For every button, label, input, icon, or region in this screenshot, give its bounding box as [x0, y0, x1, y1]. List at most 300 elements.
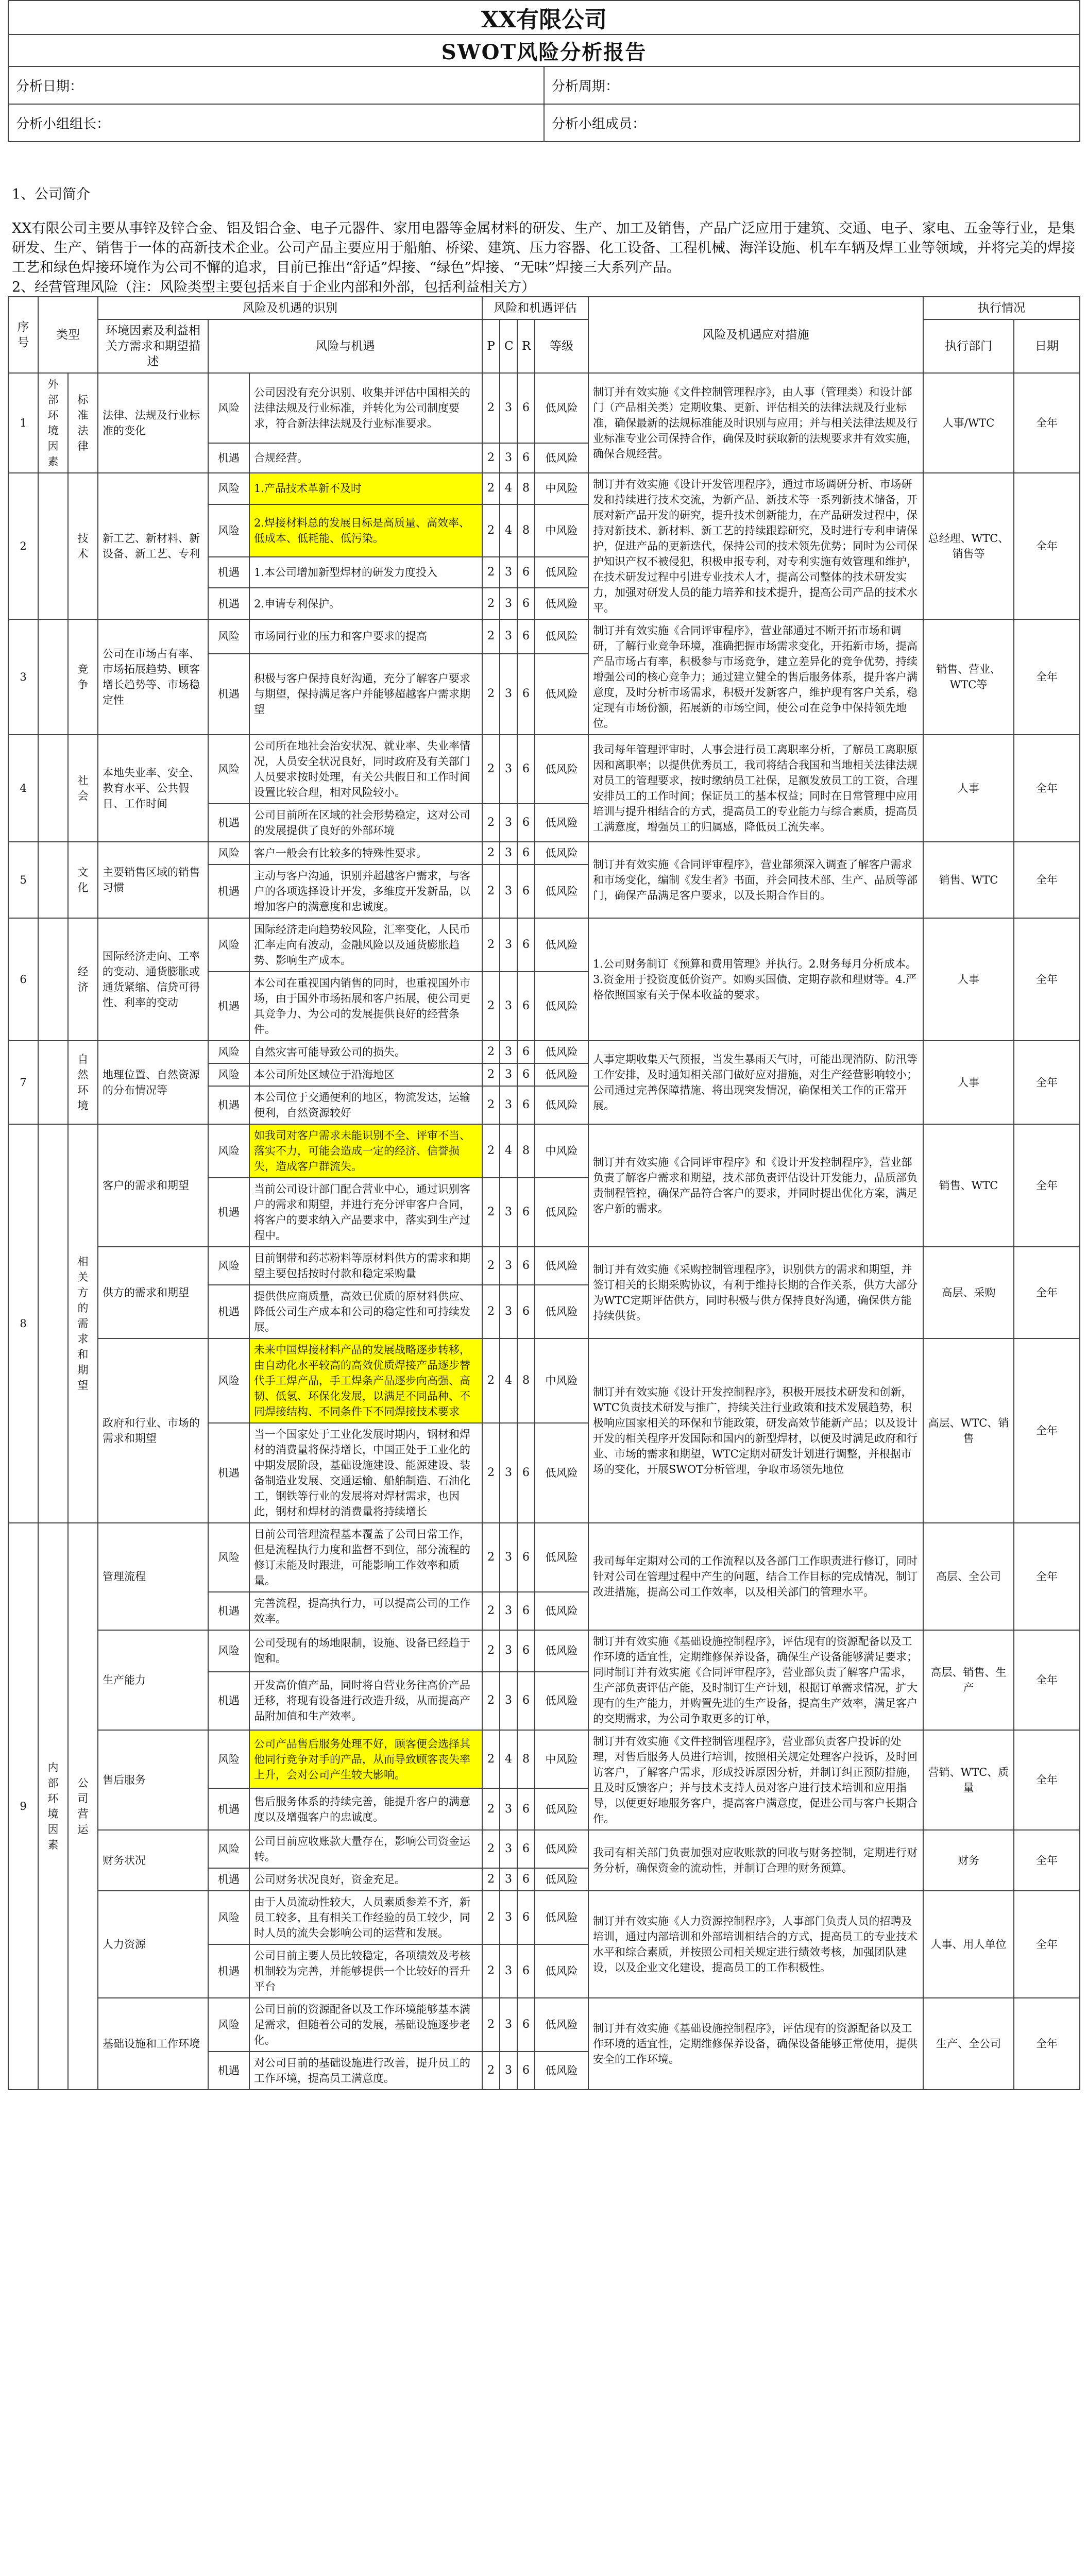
col-issue: 环境因素及利益相关方需求和期望描述 — [98, 319, 208, 373]
risk-kind: 风险 — [208, 918, 249, 972]
risk-c: 4 — [500, 504, 517, 557]
risk-c: 3 — [500, 1830, 517, 1868]
risk-date: 全年 — [1014, 1338, 1080, 1523]
risk-level: 低风险 — [535, 865, 588, 918]
risk-measures: 制订并有效实施《设计开发控制程序》，积极开展技术研发和创新，WTC负责技术研发与推广，持续关注行业政策和技术发展趋势，积极响应国家相关的环保和节能政策，研发高效节能新产品；以及设计开发的相关程序开发国际和国内的新型焊材，以便及时满足政府和行业、市场的需求和期望，WTC定期对研发计划进行调整，并根据市场的变化，开展SWOT分析管理，争取市场领先地位 — [588, 1338, 923, 1523]
risk-level: 低风险 — [535, 557, 588, 588]
risk-description: 公司产品售后服务处理不好，顾客便会选择其他同行竞争对手的产品，从而导致顾客丧失率上升，会对公司产生较大影响。 — [249, 1730, 482, 1788]
risk-level: 中风险 — [535, 473, 588, 504]
risk-dept: 高层、WTC、销售 — [923, 1338, 1014, 1523]
risk-issue: 主要销售区域的销售习惯 — [98, 842, 208, 918]
risk-c: 3 — [500, 1630, 517, 1672]
risk-description: 公司目前所在区域的社会形势稳定，这对公司的发展提供了良好的外部环境 — [249, 804, 482, 842]
risk-p: 2 — [482, 972, 500, 1041]
risk-description: 公司财务状况良好，资金充足。 — [249, 1868, 482, 1891]
risk-r: 6 — [517, 1672, 535, 1730]
risk-description: 公司目前的资源配备以及工作环境能够基本满足需求，但随着公司的发展，基础设施逐步老化。 — [249, 1998, 482, 2052]
risk-kind: 机遇 — [208, 1672, 249, 1730]
risk-r: 6 — [517, 842, 535, 865]
risk-level: 低风险 — [535, 735, 588, 804]
risk-description: 积极与客户保持良好沟通，充分了解客户要求与期望，保持满足客户并能够超越客户需求期望 — [249, 654, 482, 735]
risk-dept: 销售、WTC — [923, 842, 1014, 918]
risk-measures: 制订并有效实施《文件控制管理程序》，由人事（管理类）和设计部门（产品相关类）定期收集、更新、评估相关的法律法规及行业标准，确保最新的法规标准能及时识别与应用；并与相关法律法规及行业标准专业公司保持合作，确保及时获取新的法规要求并有效实施，确保合规经营。 — [588, 373, 923, 473]
risk-row — [8, 1630, 1080, 1672]
risk-date: 全年 — [1014, 373, 1080, 473]
risk-c: 3 — [500, 373, 517, 443]
risk-seq: 3 — [8, 619, 38, 735]
risk-row — [8, 918, 1080, 972]
risk-row — [8, 1338, 1080, 1423]
risk-p: 2 — [482, 1998, 500, 2052]
risk-c: 3 — [500, 1672, 517, 1730]
risk-seq: 9 — [8, 1523, 38, 2090]
risk-r: 6 — [517, 557, 535, 588]
risk-date: 全年 — [1014, 1041, 1080, 1124]
risk-c: 3 — [500, 1041, 517, 1063]
risk-level: 低风险 — [535, 1178, 588, 1247]
risk-description: 当前公司设计部门配合营业中心，通过识别客户的需求和期望，并进行充分评审客户合同，将客户的要求纳入产品要求中，落实到生产过程中。 — [249, 1178, 482, 1247]
risk-p: 2 — [482, 443, 500, 473]
risk-kind: 机遇 — [208, 865, 249, 918]
risk-description: 公司所在地社会治安状况、就业率、失业率情况，人员安全状况良好，同时政府及有关部门人员要求按时处理，有关公共假日和工作时间设置比较合理，相对风险较小。 — [249, 735, 482, 804]
risk-measures: 制订并有效实施《人力资源控制程序》，人事部门负责人员的招聘及培训，通过内部培训和外部培训相结合的方式，提高员工的专业技术水平和综合素质，并按照公司相关规定进行绩效考核，加强团队建设，以及企业文化建设，提高员工的工作积极性。 — [588, 1891, 923, 1998]
risk-subtype: 竞争 — [68, 619, 98, 735]
risk-r: 6 — [517, 1998, 535, 2052]
risk-r: 6 — [517, 443, 535, 473]
risk-c: 3 — [500, 443, 517, 473]
risk-measures: 1.公司财务制订《预算和费用管理》并执行。2.财务每月分析成本。3.资金用于投资度低价资产。如购买国债、定期存款和理财等。4.严格依照国家有关于保本收益的要求。 — [588, 918, 923, 1041]
risk-description: 开发高价值产品，同时将自营业务往高价产品迁移，将现有设备进行改造升级，从而提高产品附加值和生产效率。 — [249, 1672, 482, 1730]
analysis-period-field[interactable]: 分析周期： — [544, 66, 1080, 104]
risk-r: 6 — [517, 1788, 535, 1830]
risk-level: 低风险 — [535, 842, 588, 865]
risk-c: 4 — [500, 1338, 517, 1423]
risk-r: 6 — [517, 1086, 535, 1124]
risk-level: 低风险 — [535, 1788, 588, 1830]
risk-level: 低风险 — [535, 1998, 588, 2052]
col-exec-group: 执行情况 — [923, 297, 1080, 319]
risk-c: 3 — [500, 1523, 517, 1592]
risk-row — [8, 1041, 1080, 1063]
risk-issue: 公司在市场占有率、市场拓展趋势、顾客增长趋势等、市场稳定性 — [98, 619, 208, 735]
col-dept: 执行部门 — [923, 319, 1014, 373]
col-r: R — [517, 319, 535, 373]
risk-c: 3 — [500, 1944, 517, 1998]
risk-r: 8 — [517, 473, 535, 504]
risk-date: 全年 — [1014, 842, 1080, 918]
risk-kind: 机遇 — [208, 804, 249, 842]
risk-description: 自然灾害可能导致公司的损失。 — [249, 1041, 482, 1063]
risk-issue: 地理位置、自然资源的分布情况等 — [98, 1041, 208, 1124]
risk-issue: 国际经济走向、工率的变动、通货膨胀或通货紧缩、信贷可得性、利率的变动 — [98, 918, 208, 1041]
risk-kind: 机遇 — [208, 588, 249, 619]
risk-p: 2 — [482, 865, 500, 918]
risk-issue: 供方的需求和期望 — [98, 1247, 208, 1338]
risk-level: 低风险 — [535, 1523, 588, 1592]
risk-r: 6 — [517, 1891, 535, 1944]
risk-subtype: 公司营运 — [68, 1523, 98, 2090]
risk-level: 低风险 — [535, 804, 588, 842]
risk-level: 低风险 — [535, 1630, 588, 1672]
risk-kind: 机遇 — [208, 557, 249, 588]
risk-r: 8 — [517, 504, 535, 557]
risk-c: 3 — [500, 865, 517, 918]
report-sheet — [8, 0, 1079, 2576]
risk-p: 2 — [482, 735, 500, 804]
risk-kind: 机遇 — [208, 1423, 249, 1523]
risk-c: 3 — [500, 1891, 517, 1944]
risk-kind: 风险 — [208, 842, 249, 865]
risk-description: 对公司目前的基础设施进行改善，提升员工的工作环境，提高员工满意度。 — [249, 2052, 482, 2090]
col-p: P — [482, 319, 500, 373]
risk-measures: 制订并有效实施《基础设施控制程序》，评估现有的资源配备以及工作环境的适宜性，定期维修保养设备，确保生产设备能够满足要求；同时制订并有效实施《合同评审程序》，营业部负责了解客户需求，生产部负责评估产能，及时制订生产计划，根据订单需求情况，扩大现有的生产能力，并购置先进的生产设备，提高生产效率，满足客户的交期需求，为公司争取更多的订单， — [588, 1630, 923, 1730]
risk-level: 低风险 — [535, 1672, 588, 1730]
risk-r: 6 — [517, 1944, 535, 1998]
risk-date: 全年 — [1014, 1998, 1080, 2090]
risk-p: 2 — [482, 1178, 500, 1247]
risk-level: 低风险 — [535, 1830, 588, 1868]
risk-c: 3 — [500, 1592, 517, 1630]
risk-description: 合规经营。 — [249, 443, 482, 473]
risk-kind: 机遇 — [208, 1592, 249, 1630]
risk-type — [38, 1124, 68, 1523]
risk-row — [8, 842, 1080, 865]
risk-type — [38, 842, 68, 918]
risk-kind: 风险 — [208, 1830, 249, 1868]
risk-subtype: 相关方的需求和期望 — [68, 1124, 98, 1523]
risk-kind: 风险 — [208, 373, 249, 443]
company-intro: XX有限公司主要从事锌及锌合金、铝及铝合金、电子元器件、家用电器等金属材料的研发、生产、加工及销售，产品广泛应用于建筑、交通、电子、家电、五金等行业，是集研发、生产、销售于一体的高新技术企业。公司产品主要应用于船舶、桥梁、建筑、压力容器、化工设备、工程机械、海洋设施、机车车辆及焊工业等领域，并将完美的焊接工艺和绿色焊接环境作为公司不懈的追求，目前已推出“舒适”焊接、“绿色”焊接、“无味”焊接三大系列产品。 — [12, 221, 1075, 276]
risk-c: 4 — [500, 473, 517, 504]
risk-measures: 制订并有效实施《合同评审程序》和《设计开发控制程序》，营业部负责了解客户需求和期望，技术部负责评估设计开发能力，品质部负责制程管控，确保产品符合客户的要求，并同时提出优化方案，满足客户新的需求。 — [588, 1124, 923, 1247]
section-2-heading: 2、经营管理风险（注：风险类型主要包括来自于企业内部和外部，包括利益相关方） — [12, 279, 536, 295]
risk-description: 2.申请专利保护。 — [249, 588, 482, 619]
analysis-date-field[interactable]: 分析日期： — [8, 66, 544, 104]
risk-kind: 风险 — [208, 1630, 249, 1672]
risk-kind: 风险 — [208, 1063, 249, 1086]
risk-type — [38, 735, 68, 842]
risk-level: 低风险 — [535, 588, 588, 619]
risk-description: 本公司位于交通便利的地区，物流发达，运输便利，自然资源较好 — [249, 1086, 482, 1124]
risk-level: 低风险 — [535, 373, 588, 443]
risk-r: 6 — [517, 1523, 535, 1592]
risk-p: 2 — [482, 1523, 500, 1592]
risk-p: 2 — [482, 473, 500, 504]
risk-seq: 2 — [8, 473, 38, 619]
risk-issue: 管理流程 — [98, 1523, 208, 1630]
risk-description: 未来中国焊接材料产品的发展战略逐步转移，由自动化水平较高的高效优质焊接产品逐步替代手工焊产品，手工焊条产品逐步向高强、高韧、低氢、环保化发展，以满足不同品种、不同焊接结构、不同条件下不同焊接技术要求 — [249, 1338, 482, 1423]
risk-c: 3 — [500, 2052, 517, 2090]
risk-p: 2 — [482, 1830, 500, 1868]
risk-type — [38, 918, 68, 1041]
risk-level: 中风险 — [535, 1124, 588, 1178]
risk-kind: 风险 — [208, 1338, 249, 1423]
risk-p: 2 — [482, 918, 500, 972]
risk-type — [38, 619, 68, 735]
col-measures: 风险及机遇应对措施 — [588, 297, 923, 373]
risk-p: 2 — [482, 842, 500, 865]
risk-seq: 8 — [8, 1124, 38, 1523]
risk-c: 3 — [500, 588, 517, 619]
risk-kind: 风险 — [208, 1730, 249, 1788]
risk-level: 中风险 — [535, 1338, 588, 1423]
risk-subtype: 技术 — [68, 473, 98, 619]
risk-p: 2 — [482, 1063, 500, 1086]
section-1-heading: 1、公司简介 — [12, 187, 91, 202]
risk-date: 全年 — [1014, 1523, 1080, 1630]
risk-row — [8, 473, 1080, 504]
risk-description: 公司因没有充分识别、收集并评估中国相关的法律法规及行业标准，并转化为公司制度要求，符合新法律法规及行业标准要求。 — [249, 373, 482, 443]
risk-row — [8, 1830, 1080, 1868]
risk-level: 低风险 — [535, 918, 588, 972]
risk-r: 8 — [517, 1338, 535, 1423]
risk-description: 目前公司管理流程基本覆盖了公司日常工作，但是流程执行力度和监督不到位，部分流程的修订未能及时跟进，可能影响工作效率和质量。 — [249, 1523, 482, 1592]
risk-level: 低风险 — [535, 1041, 588, 1063]
risk-r: 8 — [517, 1124, 535, 1178]
risk-description: 本公司在重视国内销售的同时，也重视国外市场，由于国外市场拓展和客户拓展，使公司更具竞争力、为公司的发展提供良好的经营条件。 — [249, 972, 482, 1041]
risk-p: 2 — [482, 1592, 500, 1630]
risk-measures: 我司每年管理评审时，人事会进行员工离职率分析，了解员工离职原因和离职率；以提供优秀员工，我司将结合我国和当地相关法律法规对员工的管理要求，按时缴纳员工社保，足额发放员工的工资，合理安排员工的工作时间；保证员工的基本权益；同时在日常管理中应用培训与提升相结合的方式，提高员工的专业能力与综合素质，提高员工满意度，增强员工的归属感，降低员工流失率。 — [588, 735, 923, 842]
risk-kind: 风险 — [208, 619, 249, 654]
risk-row — [8, 735, 1080, 804]
risk-description: 1.本公司增加新型焊材的研发力度投入 — [249, 557, 482, 588]
risk-kind: 机遇 — [208, 1788, 249, 1830]
col-c: C — [500, 319, 517, 373]
risk-date: 全年 — [1014, 1630, 1080, 1730]
risk-r: 6 — [517, 1630, 535, 1672]
risk-r: 6 — [517, 1592, 535, 1630]
risk-level: 低风险 — [535, 1592, 588, 1630]
risk-date: 全年 — [1014, 918, 1080, 1041]
risk-kind: 机遇 — [208, 443, 249, 473]
risk-date: 全年 — [1014, 1124, 1080, 1247]
risk-measures: 人事定期收集天气预报，当发生暴雨天气时，可能出现消防、防汛等工作安排，及时通知相关部门做好应对措施，对生产经营影响较小；公司通过完善保障措施、将出现突发情况，确保相关工作的正常开展。 — [588, 1041, 923, 1124]
col-date: 日期 — [1014, 319, 1080, 373]
col-level: 等级 — [535, 319, 588, 373]
risk-r: 6 — [517, 1247, 535, 1285]
risk-r: 6 — [517, 619, 535, 654]
risk-c: 3 — [500, 1247, 517, 1285]
risk-c: 3 — [500, 918, 517, 972]
risk-type: 外部环境因素 — [38, 373, 68, 473]
risk-c: 3 — [500, 842, 517, 865]
risk-description: 公司目前主要人员比较稳定，各项绩效及考核机制较为完善，并能够提供一个比较好的晋升平台 — [249, 1944, 482, 1998]
risk-p: 2 — [482, 2052, 500, 2090]
risk-row — [8, 1124, 1080, 1178]
risk-issue: 新工艺、新材料、新设备、新工艺、专利 — [98, 473, 208, 619]
risk-r: 6 — [517, 865, 535, 918]
risk-p: 2 — [482, 1672, 500, 1730]
risk-dept: 财务 — [923, 1830, 1014, 1891]
risk-seq: 6 — [8, 918, 38, 1041]
risk-level: 中风险 — [535, 1730, 588, 1788]
risk-issue: 本地失业率、安全、教育水平、公共假日、工作时间 — [98, 735, 208, 842]
risk-description: 1.产品技术革新不及时 — [249, 473, 482, 504]
risk-c: 4 — [500, 1730, 517, 1788]
risk-r: 6 — [517, 588, 535, 619]
risk-level: 低风险 — [535, 1285, 588, 1338]
risk-dept: 人事 — [923, 735, 1014, 842]
risk-seq: 1 — [8, 373, 38, 473]
risk-description: 售后服务体系的持续完善，能提升客户的满意度以及增强客户的忠诚度。 — [249, 1788, 482, 1830]
risk-description: 本公司所处区域位于沿海地区 — [249, 1063, 482, 1086]
risk-level: 低风险 — [535, 1891, 588, 1944]
risk-level: 低风险 — [535, 1868, 588, 1891]
risk-level: 低风险 — [535, 619, 588, 654]
risk-kind: 机遇 — [208, 654, 249, 735]
risk-c: 3 — [500, 972, 517, 1041]
risk-dept: 销售、营业、WTC等 — [923, 619, 1014, 735]
risk-p: 2 — [482, 1338, 500, 1423]
risk-r: 6 — [517, 1830, 535, 1868]
risk-dept: 销售、WTC — [923, 1124, 1014, 1247]
risk-dept: 总经理、WTC、销售等 — [923, 473, 1014, 619]
risk-description: 由于人员流动性较大，人员素质参差不齐，新员工较多，且有相关工作经验的员工较少，同时人员的流失会影响公司的运营和发展。 — [249, 1891, 482, 1944]
risk-p: 2 — [482, 588, 500, 619]
risk-kind: 机遇 — [208, 1868, 249, 1891]
col-type: 类型 — [38, 297, 98, 373]
risk-level: 低风险 — [535, 1247, 588, 1285]
risk-type: 内部环境因素 — [38, 1523, 68, 2090]
risk-kind: 机遇 — [208, 1178, 249, 1247]
risk-p: 2 — [482, 1247, 500, 1285]
risk-level: 低风险 — [535, 1086, 588, 1124]
report-title: SWOT风险分析报告 — [8, 35, 1080, 66]
risk-r: 6 — [517, 972, 535, 1041]
risk-dept: 高层、全公司 — [923, 1523, 1014, 1630]
risk-p: 2 — [482, 1124, 500, 1178]
team-members-field[interactable]: 分析小组成员： — [544, 104, 1080, 142]
risk-r: 6 — [517, 1868, 535, 1891]
risk-description: 如我司对客户需求未能识别不全、评审不当、落实不力，可能会造成一定的经济、信誉损失，造成客户群流失。 — [249, 1124, 482, 1178]
risk-p: 2 — [482, 1285, 500, 1338]
risk-subtype: 经济 — [68, 918, 98, 1041]
risk-row — [8, 1523, 1080, 1592]
risk-r: 6 — [517, 1178, 535, 1247]
risk-description: 公司目前应收账款大量存在，影响公司资金运转。 — [249, 1830, 482, 1868]
risk-level: 低风险 — [535, 2052, 588, 2090]
risk-kind: 机遇 — [208, 972, 249, 1041]
risk-level: 低风险 — [535, 654, 588, 735]
risk-p: 2 — [482, 1730, 500, 1788]
risk-issue: 人力资源 — [98, 1891, 208, 1998]
risk-kind: 机遇 — [208, 1285, 249, 1338]
risk-c: 3 — [500, 1063, 517, 1086]
risk-date: 全年 — [1014, 1247, 1080, 1338]
risk-date: 全年 — [1014, 1891, 1080, 1998]
risk-c: 3 — [500, 1178, 517, 1247]
risk-kind: 风险 — [208, 1247, 249, 1285]
col-kind: 风险与机遇 — [208, 319, 482, 373]
risk-c: 3 — [500, 654, 517, 735]
risk-p: 2 — [482, 1868, 500, 1891]
risk-date: 全年 — [1014, 619, 1080, 735]
risk-dept: 人事、用人单位 — [923, 1891, 1014, 1998]
col-identify-group: 风险及机遇的识别 — [98, 297, 482, 319]
risk-p: 2 — [482, 1041, 500, 1063]
risk-level: 低风险 — [535, 443, 588, 473]
risk-p: 2 — [482, 504, 500, 557]
risk-dept: 人事 — [923, 918, 1014, 1041]
risk-measures: 制订并有效实施《基础设施控制程序》，评估现有的资源配备以及工作环境的适宜性，定期维修保养设备，确保设备能够正常使用，提供安全的工作环境。 — [588, 1998, 923, 2090]
risk-row — [8, 1998, 1080, 2052]
risk-c: 4 — [500, 1124, 517, 1178]
risk-subtype: 自然环境 — [68, 1041, 98, 1124]
risk-kind: 风险 — [208, 473, 249, 504]
risk-measures: 制订并有效实施《合同评审程序》，营业部须深入调查了解客户需求和市场变化，编制《发生者》书面，并会同技术部、生产、品质等部门，确保产品满足客户要求，以及长期合作目的。 — [588, 842, 923, 918]
risk-description: 目前钢带和药芯粉料等原材料供方的需求和期望主要包括按时付款和稳定采购量 — [249, 1247, 482, 1285]
risk-r: 6 — [517, 1423, 535, 1523]
risk-issue: 生产能力 — [98, 1630, 208, 1730]
risk-p: 2 — [482, 1944, 500, 1998]
risk-c: 3 — [500, 557, 517, 588]
risk-r: 6 — [517, 1041, 535, 1063]
risk-level: 低风险 — [535, 1944, 588, 1998]
risk-row — [8, 619, 1080, 654]
risk-description: 2.焊接材料总的发展目标是高质量、高效率、低成本、低耗能、低污染。 — [249, 504, 482, 557]
risk-kind: 风险 — [208, 1124, 249, 1178]
risk-type — [38, 473, 68, 619]
risk-r: 8 — [517, 1730, 535, 1788]
risk-p: 2 — [482, 1630, 500, 1672]
risk-measures: 制订并有效实施《采购控制管理程序》，识别供方的需求和期望，并签订相关的长期采购协议，有利于维持长期的合作关系，供方大部分为WTC定期评估供方，同时积极与供方保持良好沟通，确保供方能持续供货。 — [588, 1247, 923, 1338]
risk-r: 6 — [517, 735, 535, 804]
risk-date: 全年 — [1014, 1830, 1080, 1891]
risk-dept: 人事/WTC — [923, 373, 1014, 473]
risk-measures: 制订并有效实施《合同评审程序》，营业部通过不断开拓市场和调研，了解行业竞争环境，准确把握市场需求变化，开拓新市场，提高产品市场占有率，积极参与市场竞争，建立差异化的竞争优势，持续增强公司的核心竞争力；通过建立健全的售后服务体系，提升客户满意度，及时分析市场需求，积极开发新客户，维护现有客户关系，稳定现有市场份额，拓展新的市场空间，使公司在竞争中保持领先地位。 — [588, 619, 923, 735]
risk-description: 完善流程，提高执行力，可以提高公司的工作效率。 — [249, 1592, 482, 1630]
risk-c: 3 — [500, 619, 517, 654]
risk-kind: 风险 — [208, 504, 249, 557]
risk-r: 6 — [517, 373, 535, 443]
risk-kind: 机遇 — [208, 1086, 249, 1124]
risk-description: 客户一般会有比较多的特殊性要求。 — [249, 842, 482, 865]
risk-p: 2 — [482, 1086, 500, 1124]
risk-level: 低风险 — [535, 1423, 588, 1523]
risk-c: 3 — [500, 1423, 517, 1523]
risk-issue: 售后服务 — [98, 1730, 208, 1830]
risk-level: 中风险 — [535, 504, 588, 557]
risk-row — [8, 1730, 1080, 1788]
risk-date: 全年 — [1014, 473, 1080, 619]
team-leader-field[interactable]: 分析小组组长： — [8, 104, 544, 142]
risk-c: 3 — [500, 1868, 517, 1891]
risk-r: 6 — [517, 1285, 535, 1338]
risk-description: 国际经济走向趋势较风险，汇率变化，人民币汇率走向有波动，金融风险以及通货膨胀趋势、影响生产成本。 — [249, 918, 482, 972]
risk-seq: 5 — [8, 842, 38, 918]
col-assess-group: 风险和机遇评估 — [482, 297, 588, 319]
risk-dept: 高层、采购 — [923, 1247, 1014, 1338]
risk-kind: 风险 — [208, 1523, 249, 1592]
risk-r: 6 — [517, 1063, 535, 1086]
risk-description: 当一个国家处于工业化发展时期内，钢材和焊材的消费量将保持增长，中国正处于工业化的中期发展阶段，基础设施建设、能源建设、装备制造业发展、交通运输、船舶制造、石油化工，钢铁等行业的发展将对焊材需求，也因此，钢材和焊材的消费量将持续增长 — [249, 1423, 482, 1523]
risk-date: 全年 — [1014, 1730, 1080, 1830]
risk-dept: 高层、销售、生产 — [923, 1630, 1014, 1730]
risk-r: 6 — [517, 2052, 535, 2090]
risk-subtype: 文化 — [68, 842, 98, 918]
risk-row — [8, 1247, 1080, 1285]
risk-p: 2 — [482, 373, 500, 443]
risk-kind: 风险 — [208, 735, 249, 804]
risk-dept: 人事 — [923, 1041, 1014, 1124]
risk-issue: 政府和行业、市场的需求和期望 — [98, 1338, 208, 1523]
risk-description: 公司受现有的场地限制，设施、设备已经趋于饱和。 — [249, 1630, 482, 1672]
risk-table — [8, 296, 1080, 2090]
risk-measures: 制订并有效实施《设计开发管理程序》，通过市场调研分析、市场研发和持续进行技术交流，为新产品、新技术等一系列新技术储备，开展对新产品开发的研究，提升技术创新能力，在产品研发过程中，保持对新技术、新材料、新工艺的持续跟踪研究，及时进行专利申请保护，促进产品的更新迭代，保持公司的技术领先优势；同时为公司保护知识产权不被侵犯，积极申报专利，对专利实施有效管理和维护，在技术研发过程中引进专业技术人才，提高公司整体的技术研发实力，加强对研发人员的能力培养和技术提升，提高公司产品的技术水平。 — [588, 473, 923, 619]
risk-description: 提供供应商质量，高效已优质的原材料供应、降低公司生产成本和公司的稳定性和可持续发展。 — [249, 1285, 482, 1338]
risk-r: 6 — [517, 654, 535, 735]
risk-c: 3 — [500, 804, 517, 842]
